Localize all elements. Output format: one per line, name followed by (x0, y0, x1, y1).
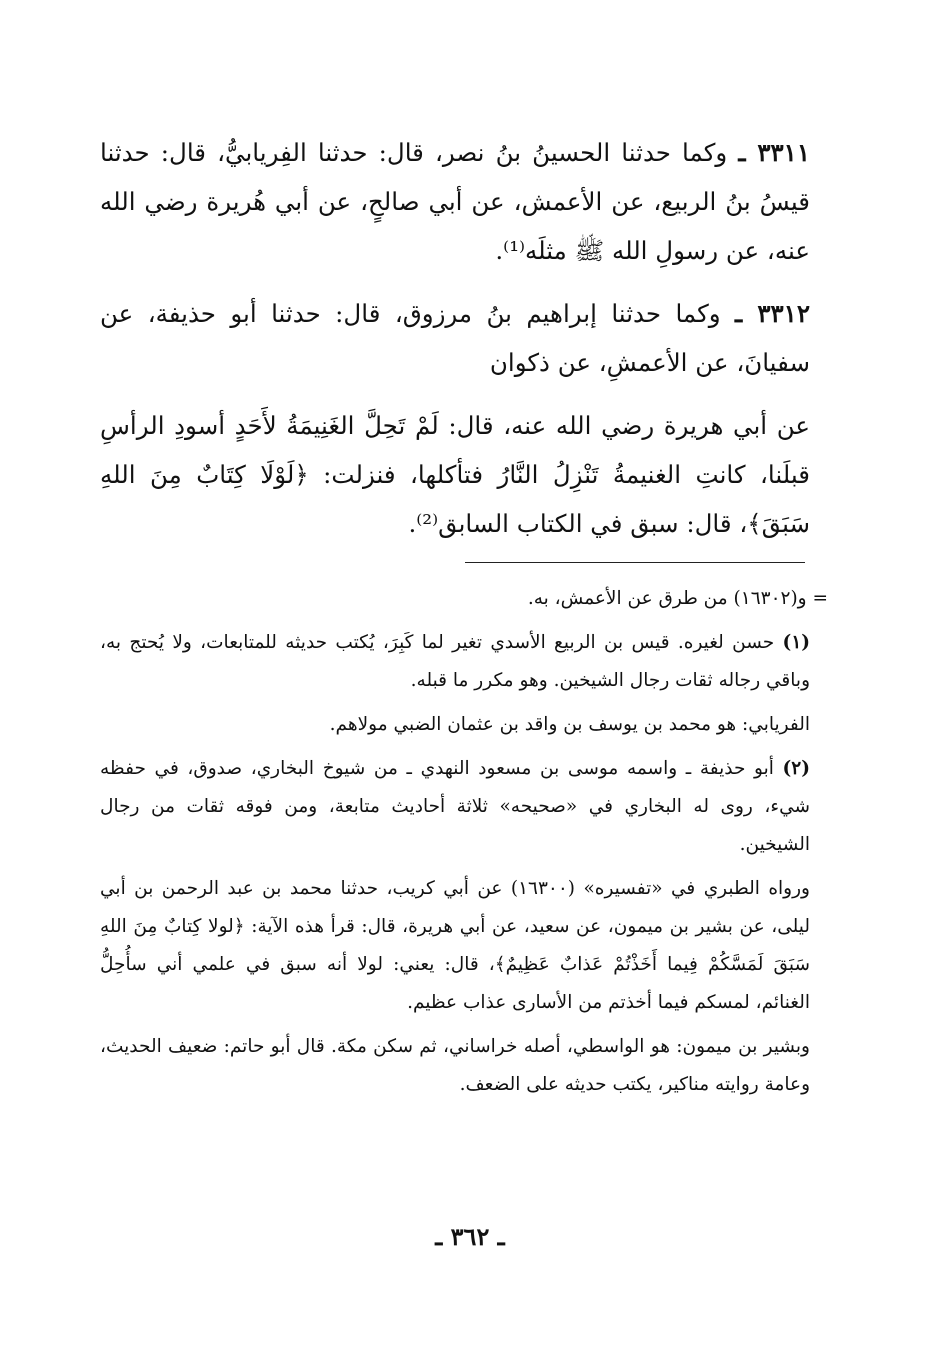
footnote-1 (100, 624, 810, 700)
footnote-divider (465, 562, 805, 563)
hadith-3312-matn (100, 401, 810, 548)
footnote-text: حسن لغيره. قيس بن الربيع الأسدي تغير لما كَبِرَ، يُكتب حديثه للمتابعات، ولا يُحتج به، وباقي رجاله ثقات رجال الشيخين. وهو مكرر ما قبله. (100, 632, 810, 691)
footnote-continuation (100, 580, 828, 618)
footnote-text: وبشير بن ميمون: هو الواسطي، أصله خراساني، ثم سكن مكة. قال أبو حاتم: ضعيف الحديث، وعامة روايته مناكير، يكتب حديثه على الضعف. (100, 1036, 810, 1095)
footnote-text: أبو حذيفة ـ واسمه موسى بن مسعود النهدي ـ من شيوخ البخاري، صدوق، في حفظه شيء، روى له البخاري في «صحيحه» ثلاثة أحاديث متابعة، ومن فوقه ثقات من رجال الشيخين. (100, 758, 810, 855)
hadith-section (100, 128, 810, 562)
footnote-text: = و(١٦٣٠٢) من طرق عن الأعمش، به. (527, 588, 828, 609)
footnote-number: (٢) (782, 758, 810, 779)
footnote-text: ورواه الطبري في «تفسيره» (١٦٣٠٠) عن أبي كريب، حدثنا محمد بن عبد الرحمن بن أبي ليلى، عن بشير بن ميمون، عن سعيد، عن أبي هريرة، قال: قرأ هذه الآية: ﴿لولا كِتابٌ مِنَ اللهِ سَبَقَ لَمَسَّكُمْ فِيما أَخَذْتُمْ عَذابٌ عَظِيمٌ﴾، قال: يعني: لولا أنه سبق في علمي أني سأُحِلُّ الغنائم، لمسكم فيما أخذتم من الأسارى عذاب عظيم. (100, 878, 810, 1013)
hadith-3311 (100, 128, 810, 275)
footnotes-section (100, 580, 828, 1110)
hadith-number: ٣٣١١ ـ (738, 138, 810, 167)
footnote-2-tabari (100, 870, 810, 1022)
hadith-text: عن أبي هريرة رضي الله عنه، قال: لَمْ تَحِلَّ الغَنِيمَةُ لأَحَدٍ أسودِ الرأسِ قبلَنا، كانتِ الغنيمةُ تَنْزِلُ النَّارُ فتأكلها، فنزلت: ﴿لَوْلَا كِتَابٌ مِنَ اللهِ سَبَقَ﴾، قال: سبق في الكتاب السابق⁽²⁾. (100, 411, 810, 538)
hadith-3312 (100, 289, 810, 387)
hadith-text: وكما حدثنا الحسينُ بنُ نصر، قال: حدثنا الفِريابيُّ، قال: حدثنا قيسُ بنُ الربيع، عن الأعمش، عن أبي صالحٍ، عن أبي هُريرة رضي الله عنه، عن رسولِ الله ﷺ مثلَه⁽¹⁾. (100, 138, 810, 265)
page-number: ـ ٣٦٢ ـ (435, 1222, 505, 1251)
footnote-2-bashir (100, 1028, 810, 1104)
footnote-1-extra (100, 706, 810, 744)
footnote-text: الفريابي: هو محمد بن يوسف بن واقد بن عثمان الضبي مولاهم. (329, 714, 810, 735)
hadith-number: ٣٣١٢ ـ (735, 299, 810, 328)
footnote-number: (١) (782, 632, 811, 653)
footnote-2 (100, 750, 810, 864)
hadith-text: وكما حدثنا إبراهيم بنُ مرزوق، قال: حدثنا أبو حذيفة، عن سفيانَ، عن الأعمشِ، عن ذكوان (100, 299, 810, 377)
